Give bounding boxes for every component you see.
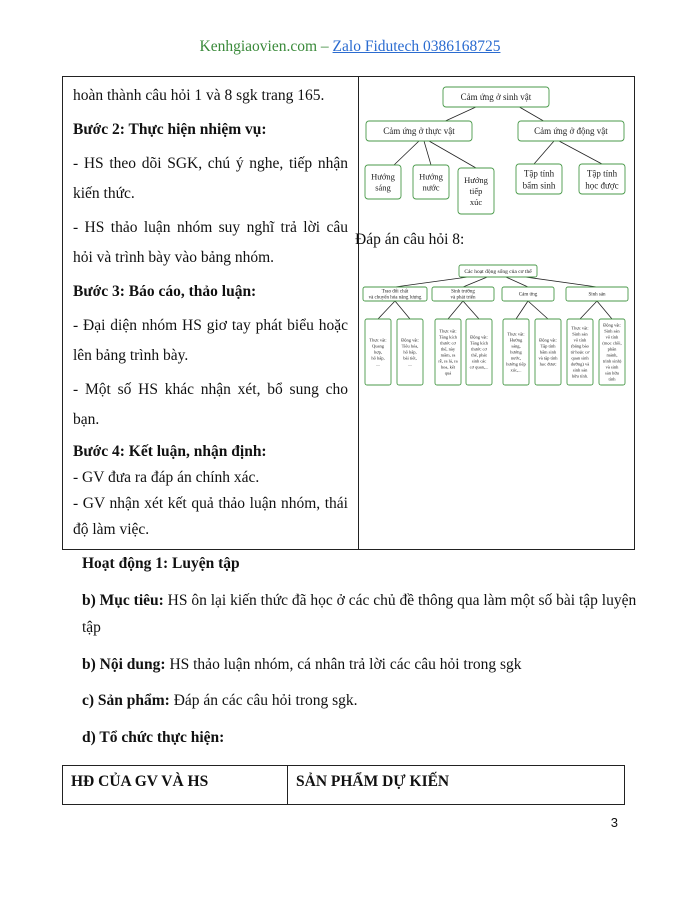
header-sep: – (317, 38, 333, 55)
leaf-node-1-text: hợp, (373, 349, 383, 355)
leaf-node-6-text: Động vật: (539, 337, 557, 343)
leaf-node-1-text: .... (375, 361, 381, 367)
leaf-node-8-text: Động vật: (603, 322, 621, 328)
branch-node-4-text: Sinh sản (588, 292, 606, 298)
page-header (0, 38, 700, 56)
connector-plant-leaf1 (394, 141, 419, 165)
leaf-node-6-text: Tập tính (540, 343, 556, 349)
step4-item-1: - GV đưa ra đáp án chính xác. (73, 469, 260, 486)
leaf-node-7-text: sinh sản (572, 367, 588, 373)
column-header-activities: HĐ CỦA GV VÀ HS (63, 766, 288, 804)
connector-branch-leaf-3 (448, 301, 463, 319)
leaf-node-8-text: Sinh sản (604, 328, 620, 334)
leaf-huong-tiep-xuc-text: Hướng (464, 175, 488, 186)
life-root-node-text: Các hoạt động sống của cơ thể (464, 268, 532, 275)
leaf-node-4-text: thước cơ (471, 346, 487, 352)
leaf-tap-tinh-bam-sinh-text: Tập tính (523, 168, 555, 179)
step4-item-2: - GV nhận xét kết quả thảo luận nhóm, thái độ làm việc. (73, 495, 348, 538)
step4-title: Bước 4: Kết luận, nhận định: (73, 443, 267, 460)
leaf-node-1-text: Thực vật: (369, 337, 387, 343)
leaf-huong-nuoc-text: nước (422, 182, 440, 193)
step3-title: Bước 3: Báo cáo, thảo luận: (73, 283, 257, 300)
branch-node-3-text: Cảm ứng (518, 292, 538, 298)
leaf-node-7-text: quan sinh (571, 355, 589, 361)
leaf-node-2-text: bài tiết, (403, 355, 417, 361)
connector-branch-leaf-7 (580, 301, 597, 319)
leaf-node-5-text: hướng tiếp (506, 361, 526, 367)
leaf-node-4-text: cơ quan,... (469, 364, 489, 370)
leaf-node-6-text: bẩm sinh (539, 349, 557, 355)
leaf-node-7-text: hữu tính. (571, 373, 589, 379)
leaf-tap-tinh-hoc-duoc-text: Tập tính (586, 168, 618, 179)
content-line (82, 656, 522, 674)
leaf-node-3-text: rễ, ra lá, ra (438, 358, 458, 364)
connector-branch-leaf-6 (528, 301, 548, 319)
connector-branch-leaf-1 (378, 301, 395, 319)
leaf-huong-sang-text: Hướng (371, 171, 395, 182)
product-column (359, 77, 634, 549)
page-number: 3 (610, 815, 618, 830)
activity-heading (82, 555, 240, 573)
goal-line (82, 592, 682, 610)
connector-branch-leaf-8 (597, 301, 612, 319)
branch-node-1-text: Trao đổi chất (381, 289, 409, 295)
leaf-node-5-text: hướng (510, 349, 522, 355)
content-text: HS thảo luận nhóm, cá nhân trả lời các câu hỏi trong sgk (165, 656, 522, 673)
connector-animal-leaf5 (559, 141, 602, 164)
leaf-node-5-text: Hướng (509, 337, 523, 343)
activity-table (62, 76, 635, 550)
leaf-node-3-text: Tăng kích (438, 334, 458, 340)
leaf-node-3-text: thể, này (440, 346, 456, 352)
leaf-node-8-text: vô tính (605, 334, 619, 340)
sensitivity-diagram (359, 77, 635, 217)
connector-plant-leaf3 (429, 141, 476, 168)
leaf-node-3-text: quả (444, 370, 452, 376)
leaf-node-8-text: tính (608, 376, 616, 382)
leaf-node-4-text: thể, phát (471, 352, 487, 358)
product-label: c) Sản phẩm: (82, 692, 170, 709)
header-site: Kenhgiaovien.com (199, 38, 318, 55)
leaf-node-8-text: mảnh, (606, 352, 618, 358)
branch-node-2-text: và phát triển (450, 295, 476, 301)
intro-line: hoàn thành câu hỏi 1 và 8 sgk trang 165. (73, 87, 325, 104)
step2-item-1: - HS theo dõi SGK, chú ý nghe, tiếp nhận kiến thức. (73, 155, 348, 202)
connector-branch-leaf-4 (463, 301, 479, 319)
step2-item-2: - HS thảo luận nhóm suy nghĩ trả lời câu hỏi và trình bày vào bảng nhóm. (73, 219, 348, 266)
product-text: Đáp án các câu hỏi trong sgk. (169, 692, 358, 709)
leaf-node-7-text: vô tính (573, 337, 587, 343)
leaf-node-8-text: (mọc chồi, (602, 340, 622, 346)
leaf-node-8-text: trinh sinh) (602, 358, 622, 364)
leaf-node-1-text: hô hấp, (371, 355, 385, 361)
organization-line (82, 729, 224, 747)
content-label: b) Nội dung: (82, 656, 166, 673)
animal-node-text: Cảm ứng ở động vật (534, 126, 608, 137)
leaf-node-7-text: Thực vật: (571, 325, 589, 331)
header-contact-link[interactable]: Zalo Fidutech 0386168725 (332, 38, 501, 55)
goal-line-2: tập (82, 619, 101, 636)
activity-title: Hoạt động 1: Luyện tập (82, 555, 240, 572)
leaf-huong-tiep-xuc-text: tiếp (469, 186, 483, 197)
column-header-products: SẢN PHẨM DỰ KIẾN (296, 773, 450, 790)
practice-table-header (62, 765, 625, 805)
leaf-node-1-text: Quang (372, 343, 384, 349)
leaf-node-7-text: Sinh sản (572, 331, 588, 337)
leaf-node-3-text: hoa, kết (440, 364, 456, 370)
leaf-node-4-text: sinh các (471, 358, 487, 364)
answer8-label: Đáp án câu hỏi 8: (355, 231, 465, 248)
leaf-node-6-text: và tập tính (538, 355, 558, 361)
product-line (82, 692, 358, 710)
leaf-node-8-text: sản hữu (604, 370, 620, 376)
leaf-node-7-text: dưỡng) và (570, 361, 590, 367)
plant-node-text: Cảm ứng ở thực vật (383, 126, 455, 137)
leaf-tap-tinh-bam-sinh-text: bẩm sinh (522, 180, 556, 191)
life-activities-diagram (359, 261, 635, 411)
leaf-node-3-text: Thực vật: (439, 328, 457, 334)
leaf-node-7-text: tử hoặc cơ (570, 349, 590, 355)
leaf-node-8-text: phân (607, 346, 617, 352)
leaf-node-2-text: .... (407, 361, 413, 367)
step3-item-2: - Một số HS khác nhận xét, bổ sung cho bạn. (73, 381, 348, 428)
branch-node-1-text: và chuyển hóa năng lượng (368, 295, 422, 301)
goal-label: b) Mục tiêu: (82, 592, 164, 609)
leaf-node-7-text: (bằng bào (571, 343, 589, 349)
leaf-node-5-text: sáng, (511, 343, 521, 349)
leaf-node-2-text: Tiêu hóa, (401, 343, 419, 349)
leaf-huong-sang-text: sáng (375, 182, 391, 193)
leaf-node-5-text: nước, (510, 355, 522, 361)
connector-animal-leaf4 (534, 141, 554, 164)
goal-text: HS ôn lại kiến thức đã học ở các chủ đề thông qua làm một số bài tập luyện (163, 592, 637, 609)
leaf-node-4-text: Tăng kích (469, 340, 489, 346)
teacher-student-column (63, 77, 359, 549)
connector-branch-leaf-5 (516, 301, 528, 319)
leaf-node-2-text: Động vật: (401, 337, 419, 343)
leaf-huong-nuoc-text: Hướng (419, 171, 443, 182)
organization-label: d) Tổ chức thực hiện: (82, 729, 225, 746)
leaf-node-3-text: thước cơ (440, 340, 456, 346)
step3-item-1: - Đại diện nhóm HS giơ tay phát biểu hoặc lên bảng trình bày. (73, 317, 348, 364)
connector-branch-leaf-2 (395, 301, 410, 319)
leaf-huong-tiep-xuc-text: xúc (469, 197, 483, 208)
leaf-node-5-text: xúc,... (510, 367, 522, 373)
step2-title: Bước 2: Thực hiện nhiệm vụ: (73, 121, 267, 138)
leaf-node-8-text: và sinh (605, 364, 619, 370)
branch-node-2-text: Sinh trưởng (451, 289, 475, 295)
leaf-node-3-text: mầm, ra (440, 352, 456, 358)
root-node-text: Cảm ứng ở sinh vật (460, 92, 532, 103)
leaf-node-2-text: hô hấp, (403, 349, 417, 355)
leaf-tap-tinh-hoc-duoc-text: học được (585, 180, 619, 191)
leaf-node-5-text: Thực vật: (507, 331, 525, 337)
leaf-node-4-text: Động vật: (470, 334, 488, 340)
connector-plant-leaf2 (424, 141, 431, 165)
leaf-node-6-text: học được (539, 361, 557, 367)
